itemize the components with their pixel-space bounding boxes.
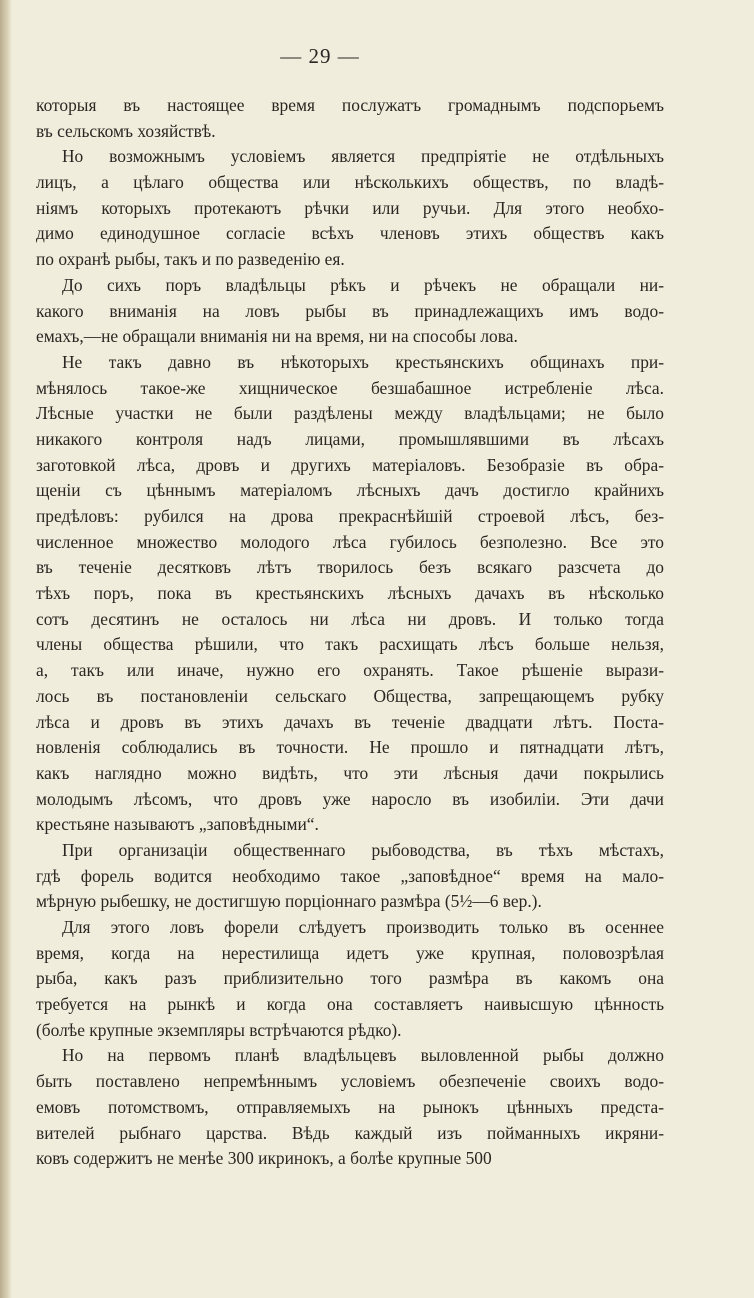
text-line: требуется на рынкѣ и когда она составляетъ наивысшую цѣнность <box>36 994 664 1015</box>
text-line: численное множество молодого лѣса губилось безполезно. Все это <box>36 531 664 552</box>
text-line: время, когда на нерестилища идетъ уже крупная, половозрѣлая <box>36 942 664 963</box>
text-line: никакого контроля надъ лицами, промышлявшими въ лѣсахъ <box>36 428 664 449</box>
text-line: крестьяне называютъ „заповѣдными“. <box>36 814 319 835</box>
text-line: лицъ, а цѣлаго общества или нѣсколькихъ обществъ, по владѣ- <box>36 172 664 193</box>
text-line: вителей рыбнаго царства. Вѣдь каждый изъ пойманныхъ икряни- <box>36 1122 664 1143</box>
text-line: гдѣ форель водится необходимо такое „заповѣдное“ время на мало- <box>36 865 664 886</box>
text-line: Но возможнымъ условіемъ является предпріятіе не отдѣльныхъ <box>62 146 664 167</box>
page-body-text <box>36 93 664 1172</box>
text-line: члены общества рѣшили, что такъ расхищать лѣсъ больше нельзя, <box>36 634 664 655</box>
text-line: Но на первомъ планѣ владѣльцевъ выловленной рыбы должно <box>62 1045 664 1066</box>
text-line: (болѣе крупные экземпляры встрѣчаются рѣдко). <box>36 1019 402 1040</box>
text-line: щеніи съ цѣннымъ матеріаломъ лѣсныхъ дачъ достигло крайнихъ <box>36 480 664 501</box>
text-line: Лѣсные участки не были раздѣлены между владѣльцами; не было <box>36 403 664 424</box>
text-line: сотъ десятинъ не осталось ни лѣса ни дровъ. И только тогда <box>36 608 664 629</box>
text-line: мѣрную рыбешку, не достигшую порціоннаго размѣра (5½—6 вер.). <box>36 891 542 912</box>
paragraph <box>36 838 664 915</box>
text-line: а, такъ или иначе, нужно его охранять. Такое рѣшеніе вырази- <box>36 660 664 681</box>
text-line: предѣловъ: рубился на дрова прекраснѣйшій строевой лѣсъ, без- <box>36 506 664 526</box>
paragraph <box>36 93 664 144</box>
text-line: заготовкой лѣса, дровъ и другихъ матеріаловъ. Безобразіе въ обра- <box>36 454 664 475</box>
text-line: въ сельскомъ хозяйствѣ. <box>36 120 216 141</box>
text-line: ковъ содержитъ не менѣе 300 икринокъ, а болѣе крупные 500 <box>36 1148 492 1169</box>
text-line: емовъ потомствомъ, отправляемыхъ на рынокъ цѣнныхъ предста- <box>36 1096 664 1117</box>
text-line: емахъ,—не обращали вниманія ни на время, ни на способы лова. <box>36 326 518 347</box>
text-line: быть поставлено непремѣннымъ условіемъ обезпеченіе своихъ водо- <box>36 1071 664 1092</box>
text-line: въ теченіе десятковъ лѣтъ творилось безъ всякаго разсчета до <box>36 557 664 578</box>
text-line: лось въ постановленіи сельскаго Общества, запрещающемъ рубку <box>36 685 664 706</box>
text-line: Не такъ давно въ нѣкоторыхъ крестьянскихъ общинахъ при- <box>62 351 664 372</box>
page-number: — 29 — <box>280 44 360 68</box>
text-line: ніямъ которыхъ протекаютъ рѣчки или ручьи. Для этого необхо- <box>36 197 664 218</box>
text-line: При организаціи общественнаго рыбоводства, въ тѣхъ мѣстахъ, <box>62 839 664 860</box>
text-line: по охранѣ рыбы, такъ и по разведенію ея. <box>36 249 345 270</box>
text-line: новленія соблюдались въ точности. Не прошло и пятнадцати лѣтъ, <box>36 737 664 758</box>
text-line: тѣхъ поръ, пока въ крестьянскихъ лѣсныхъ дачахъ въ нѣсколько <box>36 583 664 604</box>
text-line: которыя въ настоящее время послужатъ громаднымъ подспорьемъ <box>36 95 664 115</box>
text-line: лѣса и дровъ въ этихъ дачахъ въ теченіе двадцати лѣтъ. Поста- <box>36 711 664 732</box>
paragraph <box>36 1043 664 1171</box>
page-spine-shadow <box>0 0 12 1298</box>
text-line: димо единодушное согласіе всѣхъ членовъ этихъ обществъ какъ <box>36 223 664 244</box>
text-line: Для этого ловъ форели слѣдуетъ производить только въ осеннее <box>62 917 664 937</box>
text-line: какого вниманія на ловъ рыбы въ принадлежащихъ имъ водо- <box>36 300 664 321</box>
text-line: До сихъ поръ владѣльцы рѣкъ и рѣчекъ не обращали ни- <box>62 274 664 295</box>
text-line: рыба, какъ разъ приблизительно того размѣра въ какомъ она <box>36 968 664 989</box>
paragraph <box>36 350 664 838</box>
text-line: молодымъ лѣсомъ, что дровъ уже наросло въ изобиліи. Эти дачи <box>36 788 664 809</box>
paragraph <box>36 144 664 272</box>
text-line: какъ наглядно можно видѣть, что эти лѣсныя дачи покрылись <box>36 762 664 783</box>
text-line: мѣнялось такое-же хищническое безшабашное истребленіе лѣса. <box>36 377 664 398</box>
paragraph <box>36 273 664 350</box>
paragraph <box>36 915 664 1043</box>
